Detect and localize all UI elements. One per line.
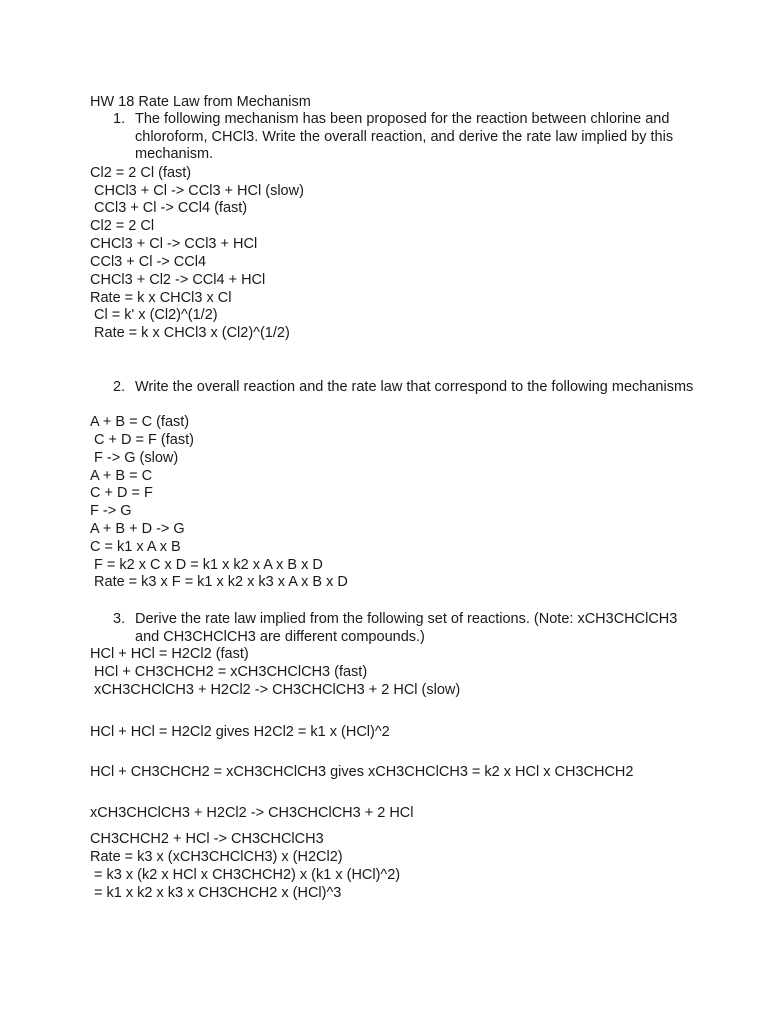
q2-line: A + B = C	[90, 468, 153, 484]
q3-prompt: Derive the rate law implied from the following set of reactions. (Note: xCH3CHClCH3 and CH3CHClCH3 are different compounds.)	[135, 611, 678, 645]
q2-line: F -> G (slow)	[90, 450, 179, 466]
q2-line: F = k2 x C x D = k1 x k2 x A x B x D	[90, 557, 323, 573]
q2-line: C + D = F (fast)	[90, 432, 194, 448]
q3-line: CH3CHCH2 + HCl -> CH3CHClCH3	[90, 831, 324, 847]
q3-line: = k1 x k2 x k3 x CH3CHCH2 x (HCl)^3	[90, 885, 342, 901]
q2-line: C + D = F	[90, 485, 153, 501]
q1-line: Rate = k x CHCl3 x Cl	[90, 290, 232, 306]
q1-line: CCl3 + Cl -> CCl4	[90, 254, 207, 270]
q2-line: Rate = k3 x F = k1 x k2 x k3 x A x B x D	[90, 574, 348, 590]
q3-step3: xCH3CHClCH3 + H2Cl2 -> CH3CHClCH3 + 2 HCl	[90, 805, 414, 821]
q2-line: F -> G	[90, 503, 132, 519]
q3-line: xCH3CHClCH3 + H2Cl2 -> CH3CHClCH3 + 2 HCl (slow)	[90, 682, 461, 698]
q3-line: HCl + CH3CHCH2 = xCH3CHClCH3 (fast)	[90, 664, 368, 680]
q3-step1: HCl + HCl = H2Cl2 gives H2Cl2 = k1 x (HCl)^2	[90, 724, 390, 740]
q3-line: HCl + HCl = H2Cl2 (fast)	[90, 646, 249, 662]
q1-line: CHCl3 + Cl2 -> CCl4 + HCl	[90, 272, 266, 288]
q1-prompt: The following mechanism has been proposed for the reaction between chlorine and chloroform, CHCl3. Write the overall reaction, and derive the rate law implied by this mechanism.	[135, 111, 674, 163]
q1-line: Cl = k' x (Cl2)^(1/2)	[90, 307, 218, 323]
q1-line: Rate = k x CHCl3 x (Cl2)^(1/2)	[90, 325, 290, 341]
q1-number: 1.	[113, 111, 126, 127]
q3-number: 3.	[113, 611, 126, 627]
q2-prompt: Write the overall reaction and the rate law that correspond to the following mechanisms	[135, 379, 694, 395]
q3-line: = k3 x (k2 x HCl x CH3CHCH2) x (k1 x (HCl)^2)	[90, 867, 401, 883]
q1-line: CHCl3 + Cl -> CCl3 + HCl	[90, 236, 258, 252]
q1-line: CHCl3 + Cl -> CCl3 + HCl (slow)	[90, 183, 304, 199]
q3-line: Rate = k3 x (xCH3CHClCH3) x (H2Cl2)	[90, 849, 343, 865]
q2-line: C = k1 x A x B	[90, 539, 181, 555]
q2-number: 2.	[113, 379, 126, 395]
q3-step2: HCl + CH3CHCH2 = xCH3CHClCH3 gives xCH3CHClCH3 = k2 x HCl x CH3CHCH2	[90, 764, 634, 780]
q2-line: A + B = C (fast)	[90, 414, 190, 430]
q1-line: CCl3 + Cl -> CCl4 (fast)	[90, 200, 248, 216]
q2-line: A + B + D -> G	[90, 521, 185, 537]
q1-line: Cl2 = 2 Cl (fast)	[90, 165, 192, 181]
q1-line: Cl2 = 2 Cl	[90, 218, 155, 234]
document-title: HW 18 Rate Law from Mechanism	[90, 94, 311, 110]
